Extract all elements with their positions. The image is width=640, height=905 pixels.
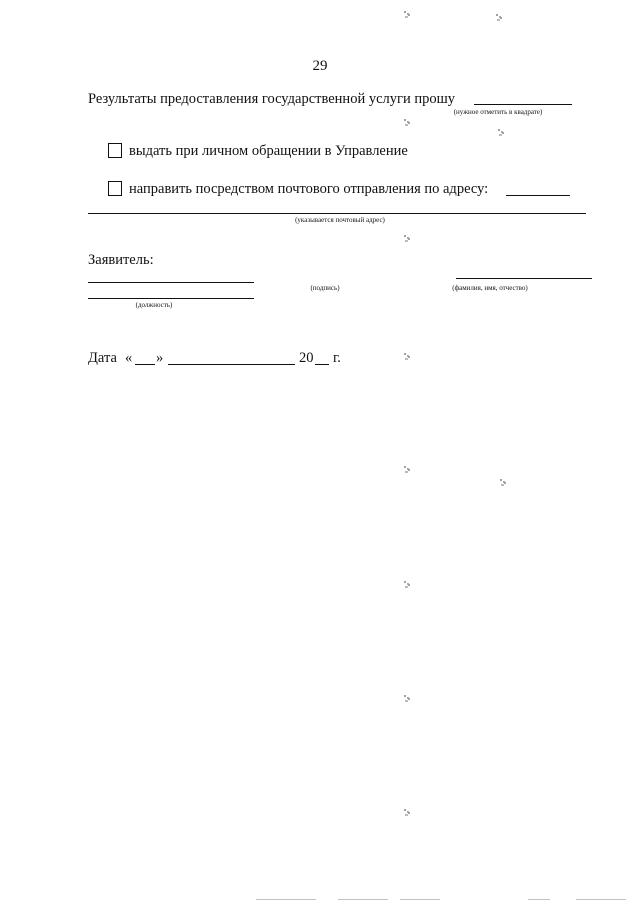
scan-speck <box>404 694 410 702</box>
page-number: 29 <box>312 58 328 74</box>
scan-edge-mark <box>528 899 550 900</box>
option-mail-checkbox[interactable] <box>108 181 122 196</box>
option-personal-checkbox[interactable] <box>108 143 122 158</box>
position-hint: (должность) <box>135 301 173 309</box>
scan-speck <box>500 478 503 481</box>
address-hint: (указывается почтовый адрес) <box>295 216 385 224</box>
date-year-line[interactable] <box>315 364 329 365</box>
date-day-line[interactable] <box>135 364 155 365</box>
scan-speck <box>404 465 410 473</box>
scan-speck <box>404 118 410 126</box>
scan-speck <box>404 10 410 18</box>
scan-speck <box>404 352 410 360</box>
request-hint: (нужное отметить в квадрате) <box>453 108 543 116</box>
scan-speck <box>496 13 499 16</box>
scan-speck <box>498 128 501 131</box>
scan-edge-mark <box>338 899 388 900</box>
address-line[interactable] <box>88 213 586 214</box>
applicant-label: Заявитель: <box>88 252 154 268</box>
request-choice-line[interactable] <box>474 104 572 105</box>
name-hint: (фамилия, имя, отчество) <box>452 284 528 292</box>
date-close-quote: » <box>156 350 164 366</box>
position-line[interactable] <box>88 298 254 299</box>
scan-edge-mark <box>256 899 316 900</box>
name-line[interactable] <box>456 278 592 279</box>
date-prefix: Дата <box>88 350 117 366</box>
date-month-line[interactable] <box>168 364 295 365</box>
date-year-prefix: 20 <box>299 350 314 366</box>
date-year-suffix: г. <box>333 350 341 366</box>
scan-speck <box>404 234 410 242</box>
scan-speck <box>404 808 410 816</box>
scan-speck <box>404 580 410 588</box>
applicant-line-1[interactable] <box>88 282 254 283</box>
scan-edge-mark <box>576 899 626 900</box>
signature-hint: (подпись) <box>310 284 340 292</box>
date-open-quote: « <box>125 350 133 366</box>
option-mail-label: направить посредством почтового отправления по адресу: <box>129 181 489 197</box>
scan-edge-mark <box>400 899 440 900</box>
option-personal-label: выдать при личном обращении в Управление <box>129 143 408 159</box>
address-inline-line[interactable] <box>506 195 570 196</box>
request-text: Результаты предоставления государственной услуги прошу <box>88 91 456 107</box>
